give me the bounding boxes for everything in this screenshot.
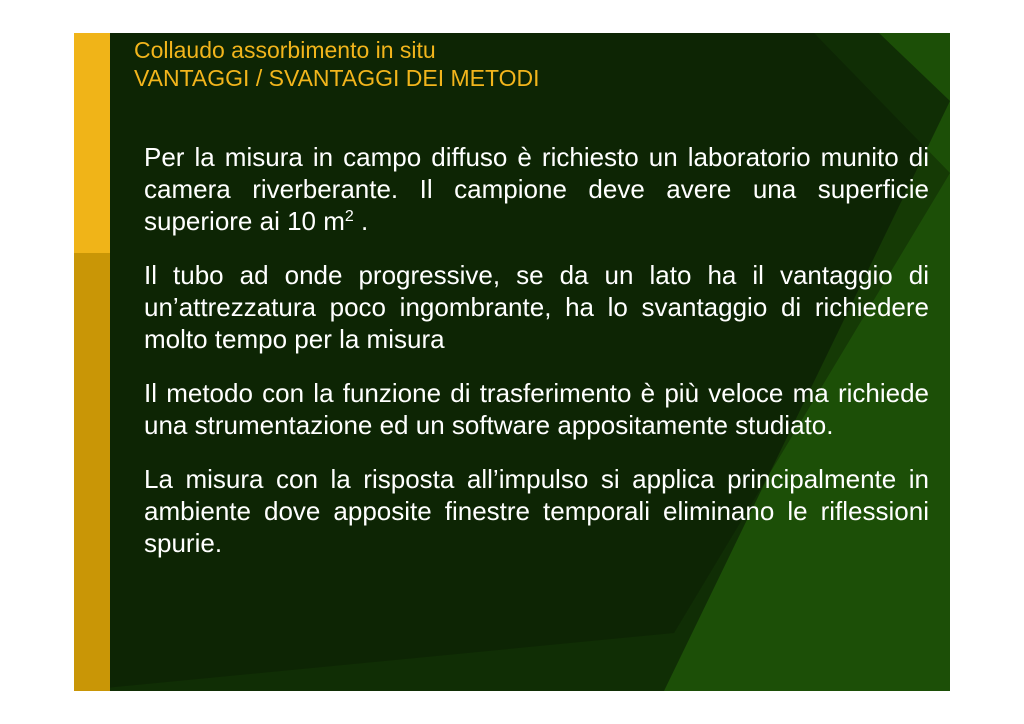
accent-bar-top [74, 33, 110, 253]
paragraph-risposta-impulso: La misura con la risposta all’impulso si applica principalmente in ambiente dove apposite finestre temporali eliminano le riflessioni spurie. [144, 464, 929, 558]
title-line-2: VANTAGGI / SVANTAGGI DEI METODI [134, 65, 540, 91]
paragraph-funzione-trasferimento: Il metodo con la funzione di trasferimento è più veloce ma richiede una strumentazione ed un software appositamente studiato. [144, 378, 929, 440]
slide [74, 33, 950, 691]
slide-body [144, 141, 929, 581]
title-line-1: Collaudo assorbimento in situ [134, 37, 436, 63]
superscript: 2 [344, 208, 354, 225]
accent-bar-bottom [74, 253, 110, 691]
slide-title [134, 36, 540, 92]
paragraph-text: Per la misura in campo diffuso è richiesto un laboratorio munito di camera riverberante. Il campione deve avere una superficie superiore ai 10 m [144, 142, 929, 236]
paragraph-suffix: . [353, 206, 369, 236]
paragraph-campo-diffuso [144, 141, 929, 237]
paragraph-tubo-onde: Il tubo ad onde progressive, se da un lato ha il vantaggio di un’attrezzatura poco ingombrante, ha lo svantaggio di richiedere molto tempo per la misura [144, 260, 929, 354]
